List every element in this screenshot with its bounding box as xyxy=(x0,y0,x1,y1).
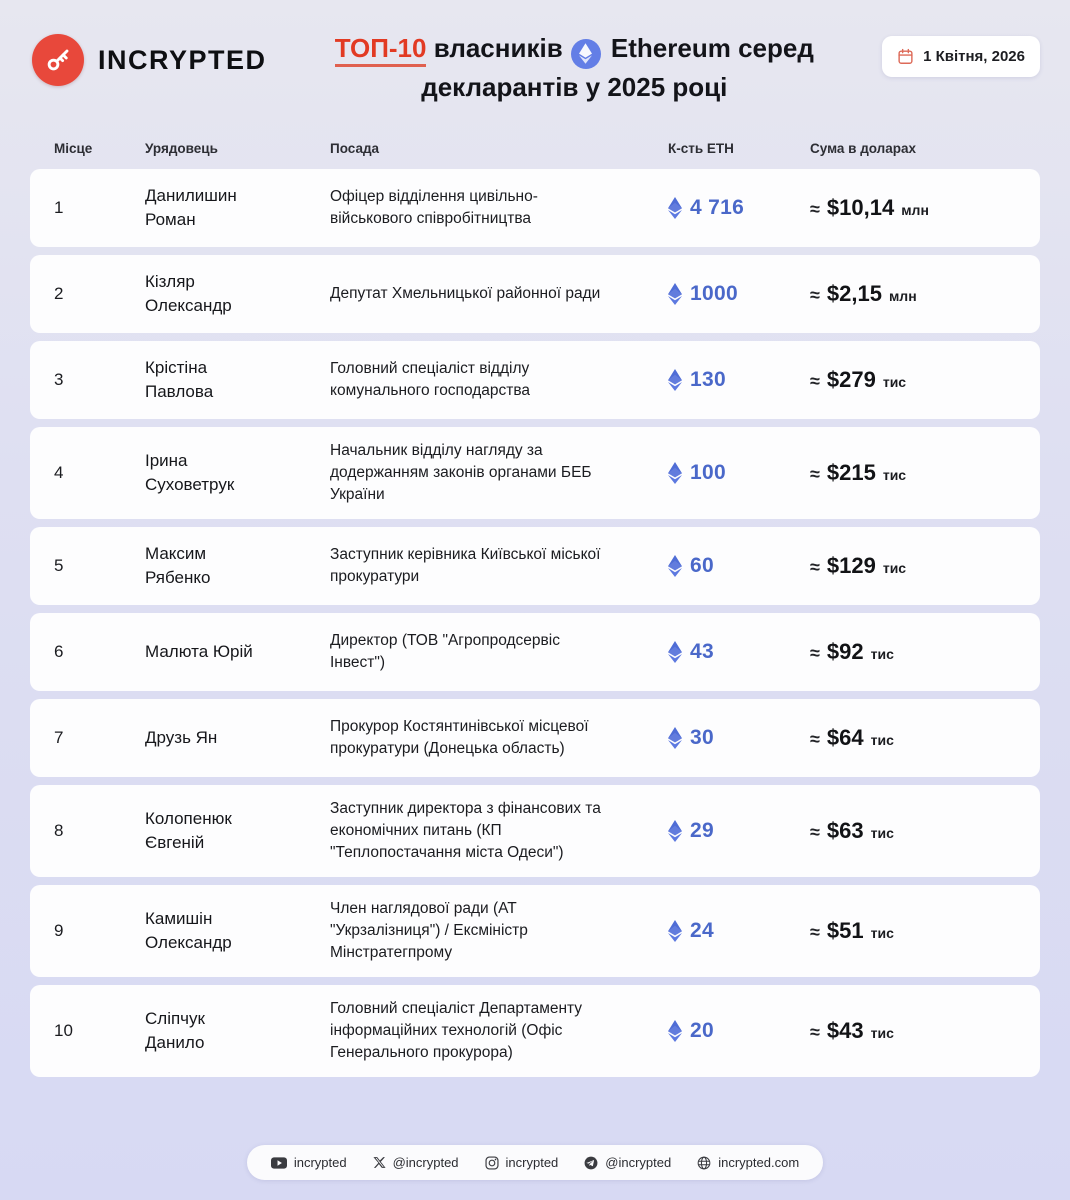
eth-diamond-icon xyxy=(668,641,682,663)
col-header-eth: К-сть ETH xyxy=(668,140,734,156)
official-name: Малюта Юрій xyxy=(145,641,253,661)
social-label: incrypted xyxy=(293,1155,347,1170)
usd-amount-cell xyxy=(795,639,1040,665)
eth-amount-cell xyxy=(645,196,795,220)
usd-value: $92 xyxy=(826,638,864,664)
official-name: Сліпчук Данило xyxy=(145,1008,205,1052)
calendar-icon xyxy=(897,48,914,65)
rank-cell: 6 xyxy=(54,641,64,661)
eth-value: 1000 xyxy=(690,281,738,305)
social-label: incrypted xyxy=(505,1155,559,1170)
usd-unit: тис xyxy=(882,373,907,390)
brand xyxy=(32,34,267,86)
social-item-x[interactable] xyxy=(373,1155,459,1170)
globe-icon xyxy=(697,1156,711,1170)
telegram-icon xyxy=(584,1156,598,1170)
brand-name: INCRYPTED xyxy=(98,44,267,75)
usd-amount-cell xyxy=(795,281,1040,307)
eth-amount-cell xyxy=(645,726,795,750)
position-cell xyxy=(315,798,645,864)
table-body xyxy=(30,169,1040,1077)
usd-unit: тис xyxy=(870,1024,894,1041)
eth-amount-cell xyxy=(645,554,795,578)
eth-amount-cell xyxy=(645,461,795,485)
position-cell xyxy=(315,898,645,964)
position-text: Заступник керівника Київської міської прокуратури xyxy=(330,545,601,585)
eth-amount-cell xyxy=(645,640,795,664)
ethereum-icon xyxy=(571,39,601,69)
eth-value: 4 716 xyxy=(690,195,745,219)
official-name: Максим Рябенко xyxy=(145,543,211,587)
table-row xyxy=(30,427,1040,519)
x-icon xyxy=(373,1156,386,1169)
eth-amount-cell xyxy=(645,1019,795,1043)
official-name-cell xyxy=(125,184,315,232)
position-text: Заступник директора з фінансових та економічних питань (КП "Теплопостачання міста Одеси") xyxy=(330,799,601,861)
approx-symbol: ≈ xyxy=(810,728,820,749)
rank-cell: 9 xyxy=(54,920,64,940)
official-name: Кізляр Олександр xyxy=(145,271,232,315)
eth-value: 43 xyxy=(690,639,714,663)
title-highlight: ТОП-10 xyxy=(335,33,427,67)
title-owners: власників xyxy=(426,33,563,63)
rank-cell: 4 xyxy=(54,462,64,482)
usd-unit: тис xyxy=(870,645,894,662)
usd-value: $215 xyxy=(826,459,876,485)
official-name-cell xyxy=(125,640,315,664)
official-name-cell xyxy=(125,449,315,497)
social-item-youtube[interactable] xyxy=(271,1155,347,1170)
eth-value: 20 xyxy=(690,1018,714,1042)
approx-symbol: ≈ xyxy=(810,370,820,391)
position-text: Головний спеціаліст відділу комунального господарства xyxy=(330,359,531,399)
position-text: Офіцер відділення цивільно-військового співробітництва xyxy=(330,187,538,227)
eth-diamond-icon xyxy=(668,197,682,219)
position-cell xyxy=(315,186,645,230)
table-row xyxy=(30,885,1040,977)
table-row xyxy=(30,341,1040,419)
eth-diamond-icon xyxy=(668,1020,682,1042)
official-name: Ірина Суховетрук xyxy=(145,450,235,494)
eth-diamond-icon xyxy=(668,369,682,391)
usd-value: $279 xyxy=(826,366,876,392)
eth-value: 30 xyxy=(690,725,714,749)
official-name: Данилишин Роман xyxy=(145,185,237,229)
position-cell xyxy=(315,630,645,674)
position-cell xyxy=(315,283,645,305)
usd-amount-cell xyxy=(795,553,1040,579)
usd-amount-cell xyxy=(795,725,1040,751)
col-header-usd: Сума в доларах xyxy=(810,140,917,156)
usd-value: $63 xyxy=(826,817,864,843)
official-name-cell xyxy=(125,726,315,750)
usd-amount-cell xyxy=(795,367,1040,393)
eth-diamond-icon xyxy=(668,555,682,577)
rank-cell: 5 xyxy=(54,555,64,575)
position-text: Член наглядової ради (АТ "Укрзалізниця") / Ексміністр Мінстратегпрому xyxy=(330,899,528,961)
table-row xyxy=(30,613,1040,691)
official-name-cell xyxy=(125,270,315,318)
table-row xyxy=(30,169,1040,247)
youtube-icon xyxy=(271,1157,287,1169)
approx-symbol: ≈ xyxy=(810,821,820,842)
footer xyxy=(30,1129,1040,1200)
official-name: Крістіна Павлова xyxy=(145,357,214,401)
header xyxy=(30,24,1040,105)
social-item-telegram[interactable] xyxy=(584,1155,671,1170)
usd-value: $51 xyxy=(826,917,864,943)
table-row xyxy=(30,527,1040,605)
approx-symbol: ≈ xyxy=(810,1021,820,1042)
position-text: Прокурор Костянтинівської місцевої прокуратури (Донецька область) xyxy=(330,717,589,757)
usd-value: $2,15 xyxy=(826,280,882,306)
official-name-cell xyxy=(125,356,315,404)
usd-amount-cell xyxy=(795,818,1040,844)
usd-unit: млн xyxy=(901,201,929,218)
eth-value: 130 xyxy=(690,367,726,391)
table-row xyxy=(30,985,1040,1077)
position-cell xyxy=(315,358,645,402)
approx-symbol: ≈ xyxy=(810,921,820,942)
position-cell xyxy=(315,998,645,1064)
date-label: 1 Квітня, 2026 xyxy=(923,48,1025,65)
eth-value: 60 xyxy=(690,553,714,577)
official-name-cell xyxy=(125,907,315,955)
instagram-icon xyxy=(485,1156,499,1170)
col-header-official: Урядовець xyxy=(145,140,218,156)
official-name: Камишін Олександр xyxy=(145,908,232,952)
official-name-cell xyxy=(125,542,315,590)
key-icon xyxy=(43,45,73,75)
eth-diamond-icon xyxy=(668,727,682,749)
position-text: Головний спеціаліст Департаменту інформаційних технологій (Офіс Генерального прокурора) xyxy=(330,999,583,1061)
eth-amount-cell xyxy=(645,919,795,943)
social-item-instagram[interactable] xyxy=(485,1155,559,1170)
title-line2: декларантів у 2025 році xyxy=(421,71,728,102)
official-name-cell xyxy=(125,1007,315,1055)
usd-amount-cell xyxy=(795,918,1040,944)
rank-cell: 3 xyxy=(54,369,64,389)
usd-value: $43 xyxy=(826,1017,864,1043)
approx-symbol: ≈ xyxy=(810,556,820,577)
usd-unit: тис xyxy=(870,824,894,841)
approx-symbol: ≈ xyxy=(810,284,820,305)
position-text: Директор (ТОВ "Агропродсервіс Інвест") xyxy=(330,631,560,671)
approx-symbol: ≈ xyxy=(810,198,820,219)
table-row xyxy=(30,255,1040,333)
page-title xyxy=(324,30,824,105)
social-label: incrypted.com xyxy=(718,1155,800,1170)
position-text: Начальник відділу нагляду за додержанням законів органами БЕБ України xyxy=(330,441,592,503)
rank-cell: 10 xyxy=(54,1020,73,1040)
rank-cell: 8 xyxy=(54,820,64,840)
usd-unit: тис xyxy=(882,559,907,576)
rank-cell: 2 xyxy=(54,283,64,303)
table-row xyxy=(30,699,1040,777)
usd-unit: млн xyxy=(888,287,917,304)
position-cell xyxy=(315,440,645,506)
table-header xyxy=(30,141,1040,156)
usd-value: $129 xyxy=(826,552,876,578)
approx-symbol: ≈ xyxy=(810,463,820,484)
position-cell xyxy=(315,716,645,760)
social-label: @incrypted xyxy=(605,1155,672,1170)
social-bar xyxy=(247,1145,823,1180)
usd-unit: тис xyxy=(870,731,894,748)
usd-unit: тис xyxy=(882,466,907,483)
approx-symbol: ≈ xyxy=(810,642,820,663)
social-item-globe[interactable] xyxy=(697,1155,799,1170)
title-eth-rest: Ethereum серед xyxy=(610,33,814,63)
position-cell xyxy=(315,544,645,588)
rank-cell: 1 xyxy=(54,197,64,217)
eth-value: 29 xyxy=(690,818,714,842)
usd-unit: тис xyxy=(870,924,894,941)
col-header-position: Посада xyxy=(330,140,380,156)
usd-amount-cell xyxy=(795,460,1040,486)
official-name: Друзь Ян xyxy=(145,727,218,747)
official-name: Колопенюк Євгеній xyxy=(145,808,232,852)
eth-diamond-icon xyxy=(668,462,682,484)
eth-amount-cell xyxy=(645,368,795,392)
eth-value: 24 xyxy=(690,918,714,942)
table-row xyxy=(30,785,1040,877)
eth-amount-cell xyxy=(645,282,795,306)
usd-value: $10,14 xyxy=(826,194,895,220)
col-header-place: Місце xyxy=(54,140,93,156)
date-badge xyxy=(882,36,1040,77)
usd-amount-cell xyxy=(795,1018,1040,1044)
rank-cell: 7 xyxy=(54,727,64,747)
usd-value: $64 xyxy=(826,724,864,750)
eth-amount-cell xyxy=(645,819,795,843)
social-label: @incrypted xyxy=(392,1155,459,1170)
eth-value: 100 xyxy=(690,460,726,484)
eth-diamond-icon xyxy=(668,283,682,305)
incrypted-logo xyxy=(32,34,84,86)
eth-diamond-icon xyxy=(668,820,682,842)
official-name-cell xyxy=(125,807,315,855)
usd-amount-cell xyxy=(795,195,1040,221)
position-text: Депутат Хмельницької районної ради xyxy=(330,284,601,302)
eth-diamond-icon xyxy=(668,920,682,942)
